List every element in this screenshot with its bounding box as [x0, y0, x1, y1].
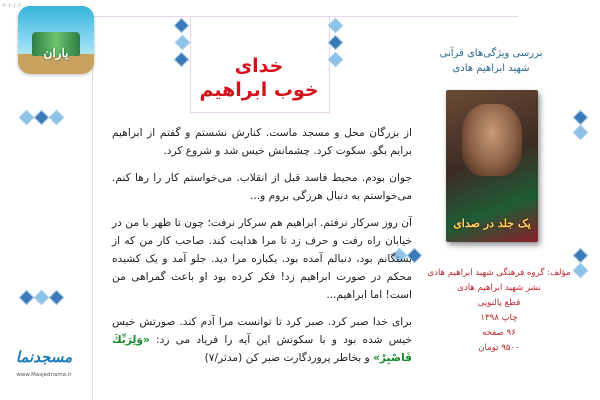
title-line-1: خدای [234, 55, 284, 78]
masjednama-logo [14, 346, 74, 396]
book-format: قطع پالتویی [477, 298, 521, 308]
martyr-portrait [462, 104, 522, 176]
story-paragraph-4-end: و بخاطر پروردگارت صبر کن (مدثر/۷) [204, 352, 374, 364]
book-edition: چاپ ۱۳۹۸ [480, 313, 518, 323]
subtitle-line-1: بررسی ویژگی‌های قرآنی [439, 48, 543, 59]
corner-mark: ۲۰۲۰/۰۲ [3, 3, 21, 9]
logo-text: یاران [43, 46, 69, 60]
series-subtitle [432, 47, 550, 76]
book-publisher: نشر شهید ابراهیم هادی [457, 283, 541, 293]
story-paragraph-4-start: برای خدا صبر کرد. صبر کرد تا توانست مرا آدم کند. صورتش خیس خیس شده بود و با سکوتش این آیه را فریاد می زد: [112, 316, 412, 346]
book-cover-image [446, 90, 538, 242]
diamond-icon [34, 290, 50, 306]
page-title [190, 55, 328, 103]
book-author: مؤلف: گروه فرهنگی شهید ابراهیم هادی [427, 268, 571, 278]
subtitle-line-2: شهید ابراهیم هادی [452, 62, 530, 74]
book-info [420, 266, 578, 356]
title-line-2: خوب ابراهیم [199, 79, 319, 102]
quran-logo [18, 6, 94, 74]
diamond-icon [328, 35, 344, 51]
book-cover-title: یک جلد در صدای [453, 217, 531, 230]
diamond-icon [328, 18, 344, 34]
book-price: ۹۵۰۰ تومان [478, 343, 520, 353]
diamond-icon [49, 290, 65, 306]
diamond-icon [573, 248, 589, 264]
frame-line-left [92, 16, 93, 400]
quran-verse: «وَلِرَبِّكَ فَاصْبِرْ» [112, 334, 412, 364]
masjednama-url: www.Masjednama.ir [16, 372, 72, 378]
diamond-icon [174, 18, 190, 34]
story-paragraph-3: آن روز سرکار نرفتم. ابراهیم هم سرکار نرفت؛ چون تا ظهر با من در خیابان راه رفت و حرف زد تا مرا هدایت کند. صاحب کار من که از بستگانم بود، دنبالم آمده بود. یکباره مرا دید. جلو آمد و یک کشیده محکم در صورت ابراهیم زد! فکر کرده بود او باعث گمراهی من است! اما ابراهیم... [112, 217, 412, 301]
story-text [112, 124, 412, 376]
story-paragraph-4 [112, 313, 412, 367]
diamond-icon [174, 52, 190, 68]
story-paragraph-2: جوان بودم. محیط فاسد قبل از انقلاب. می‌خواستم کار را رها کنم. می‌خواستم به دنبال هرزگی بروم و... [112, 172, 412, 202]
diamond-icon [328, 52, 344, 68]
diamond-icon [49, 110, 65, 126]
diamond-icon [573, 125, 589, 141]
book-pages: ۹۶ صفحه [482, 328, 516, 338]
diamond-icon [19, 110, 35, 126]
diamond-icon [34, 110, 50, 126]
masjednama-brand: مسجد‌نما [15, 348, 73, 366]
diamond-icon [19, 290, 35, 306]
diamond-icon [175, 35, 191, 51]
story-paragraph-1: از بزرگان محل و مسجد ماست. کنارش نشستم و گفتم از ابراهیم برایم بگو. سکوت کرد. چشمانش خیس شد و شروع کرد. [112, 127, 412, 157]
diamond-icon [573, 110, 589, 126]
